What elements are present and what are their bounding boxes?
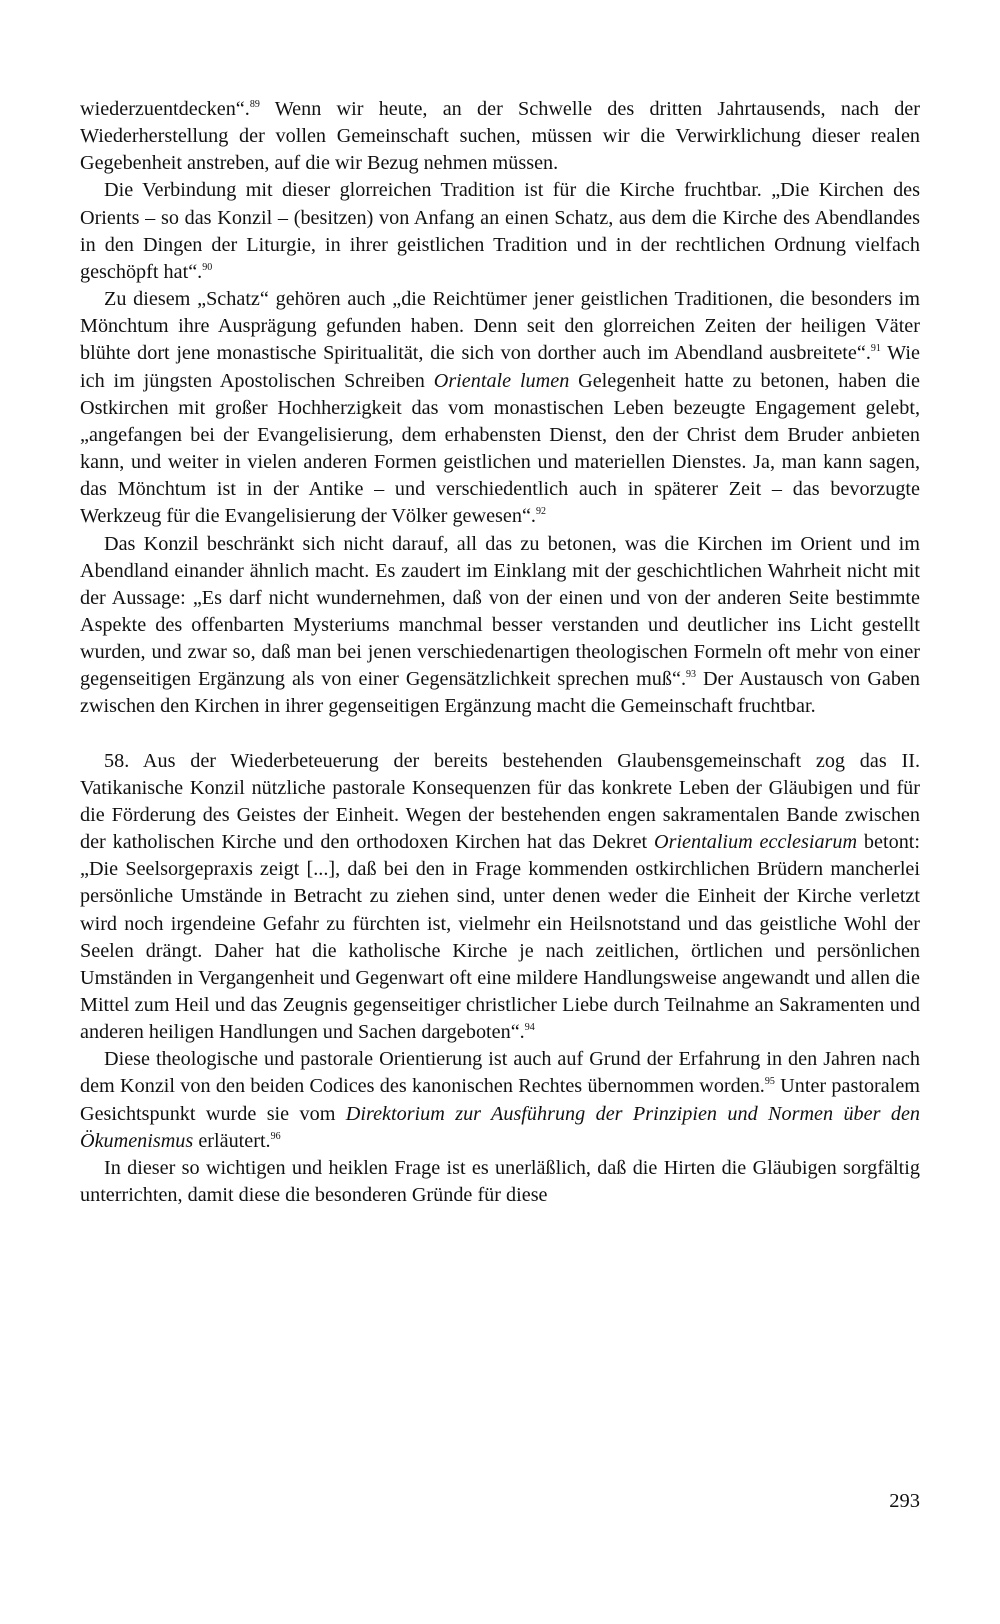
text-run: Der Austausch von Gaben zwischen den Kirchen in ihrer gegenseitigen Ergänzung macht die Gemeinschaft fruchtbar. xyxy=(80,668,921,718)
paragraph-2 xyxy=(80,177,920,286)
text-run: Diese theologische und pastorale Orientierung ist auch auf Grund der Erfahrung in den Jahren nach dem Konzil von den beiden Codices des kanonischen Rechtes übernommen worden. xyxy=(80,1048,920,1098)
paragraph-6 xyxy=(80,1046,920,1155)
text-run: Das Konzil beschränkt sich nicht darauf, all das zu betonen, was die Kirchen im Orient und im Abendland einander ähnlich macht. Es zaudert im Einklang mit der geschichtlichen Wahrheit nicht mit der Aussage: „Es darf nicht wundernehmen, daß von der einen und von der anderen Seite bestimmte Aspekte des offenbarten Mysteriums manchmal besser verstanden und deutlicher ins Licht gestellt wurden, und zwar so, daß man bei jenen verschiedenartigen theologischen Formeln oft mehr von einer gegenseitigen Ergänzung als von einer Gegensätzlichkeit sprechen muß“. xyxy=(80,532,920,691)
page-body xyxy=(80,96,920,1209)
body-text xyxy=(80,96,920,1209)
page-number: 293 xyxy=(889,1490,920,1512)
text-run: Gelegenheit hatte zu betonen, haben die Ostkirchen mit großer Hochherzigkeit das vom monastischen Leben bezeugte Engagement gelebt, „angefangen bei der Evangelisierung, dem erhabensten Dienst, den der Christ dem Bruder anbieten kann, und weiter in vielen anderen Formen geistlichen und materiellen Dienstes. Ja, man kann sagen, das Mönchtum ist in der Antike – und verschiedentlich auch in späterer Zeit – das bevorzugte Werkzeug für die Evangelisierung der Völker gewesen“. xyxy=(80,369,920,528)
paragraph-3 xyxy=(80,286,920,530)
text-run: 58. Aus der Wiederbeteuerung der bereits bestehenden Glaubensgemeinschaft zog das II. Vatikanische Konzil nützliche pastorale Konsequenzen für das konkrete Leben der Gläubigen und für die Förderung des Geistes der Einheit. Wegen der bestehenden engen sakramentalen Bande zwischen der katholischen Kirche und den orthodoxen Kirchen hat das Dekret xyxy=(80,749,920,854)
text-run: Die Verbindung mit dieser glorreichen Tradition ist für die Kirche fruchtbar. „Die Kirchen des Orients – so das Konzil – (besitzen) von Anfang an einen Schatz, aus dem die Kirche des Abendlandes in den Dingen der Liturgie, in ihrer geistlichen Tradition und in der rechtlichen Ordnung vielfach geschöpft hat“. xyxy=(80,179,920,283)
footnote-ref-92: 92 xyxy=(535,506,546,518)
paragraph-5 xyxy=(80,748,920,1047)
text-run: wiederzuentdecken“. xyxy=(80,98,250,120)
text-run: betont: „Die Seelsorgepraxis zeigt [...], daß bei den in Frage kommenden ostkirchlichen Brüdern mancherlei persönliche Umstände in Betracht zu ziehen sind, unter denen weder die Einheit der Kirche verletzt wird noch irgendeine Gefahr zu fürchten ist, vielmehr ein Heilsnotstand und das geistliche Wohl der Seelen drängt. Daher hat die katholische Kirche je nach zeitlichen, örtlichen und persönlichen Umständen in Vergangenheit und Gegenwart oft eine mildere Handlungsweise angewandt und allen die Mittel zum Heil und das Zeugnis gegenseitiger christlicher Liebe durch Teilnahme an Sakramenten und anderen heiligen Handlungen und Sachen dargeboten“. xyxy=(80,831,921,1044)
paragraph-7 xyxy=(80,1155,920,1209)
footnote-ref-89: 89 xyxy=(249,99,260,110)
italic-title: Orientale lumen xyxy=(433,369,570,392)
text-run: Wenn wir heute, an der Schwelle des dritten Jahrtausends, nach der Wiederherstellung der vollen Gemeinschaft suchen, müssen wir die Verwirklichung dieser realen Gegebenheit anstreben, auf die wir Bezug nehmen müssen. xyxy=(80,98,920,175)
paragraph-1 xyxy=(80,96,920,177)
footnote-ref-94: 94 xyxy=(524,1022,535,1034)
footnote-ref-96: 96 xyxy=(270,1130,281,1142)
footnote-ref-91: 91 xyxy=(870,343,881,355)
text-run: erläutert. xyxy=(193,1129,271,1152)
text-run: Unter pastoralem Gesichtspunkt wurde sie vom xyxy=(80,1075,920,1125)
italic-title: Direktorium zur Ausführung der Prinzipien und Normen über den Ökumenismus xyxy=(80,1102,920,1152)
footnote-ref-95: 95 xyxy=(764,1076,775,1088)
text-run: Wie ich im jüngsten Apostolischen Schreiben xyxy=(80,342,920,392)
footnote-ref-90: 90 xyxy=(202,261,213,273)
paragraph-4 xyxy=(80,531,920,721)
footnote-ref-93: 93 xyxy=(686,669,696,681)
text-run: Zu diesem „Schatz“ gehören auch „die Reichtümer jener geistlichen Traditionen, die besonders im Mönchtum ihre Ausprägung gefunden haben. Denn seit den glorreichen Zeiten der heiligen Väter blühte dort jene monastische Spiritualität, die sich von dorther auch im Abendland ausbreitete“. xyxy=(80,288,920,365)
text-run: In dieser so wichtigen und heiklen Frage ist es unerläßlich, daß die Hirten die Gläubigen sorgfältig unterrichten, damit diese die besonderen Gründe für diese xyxy=(80,1156,920,1207)
italic-title: Orientalium ecclesiarum xyxy=(654,831,858,854)
